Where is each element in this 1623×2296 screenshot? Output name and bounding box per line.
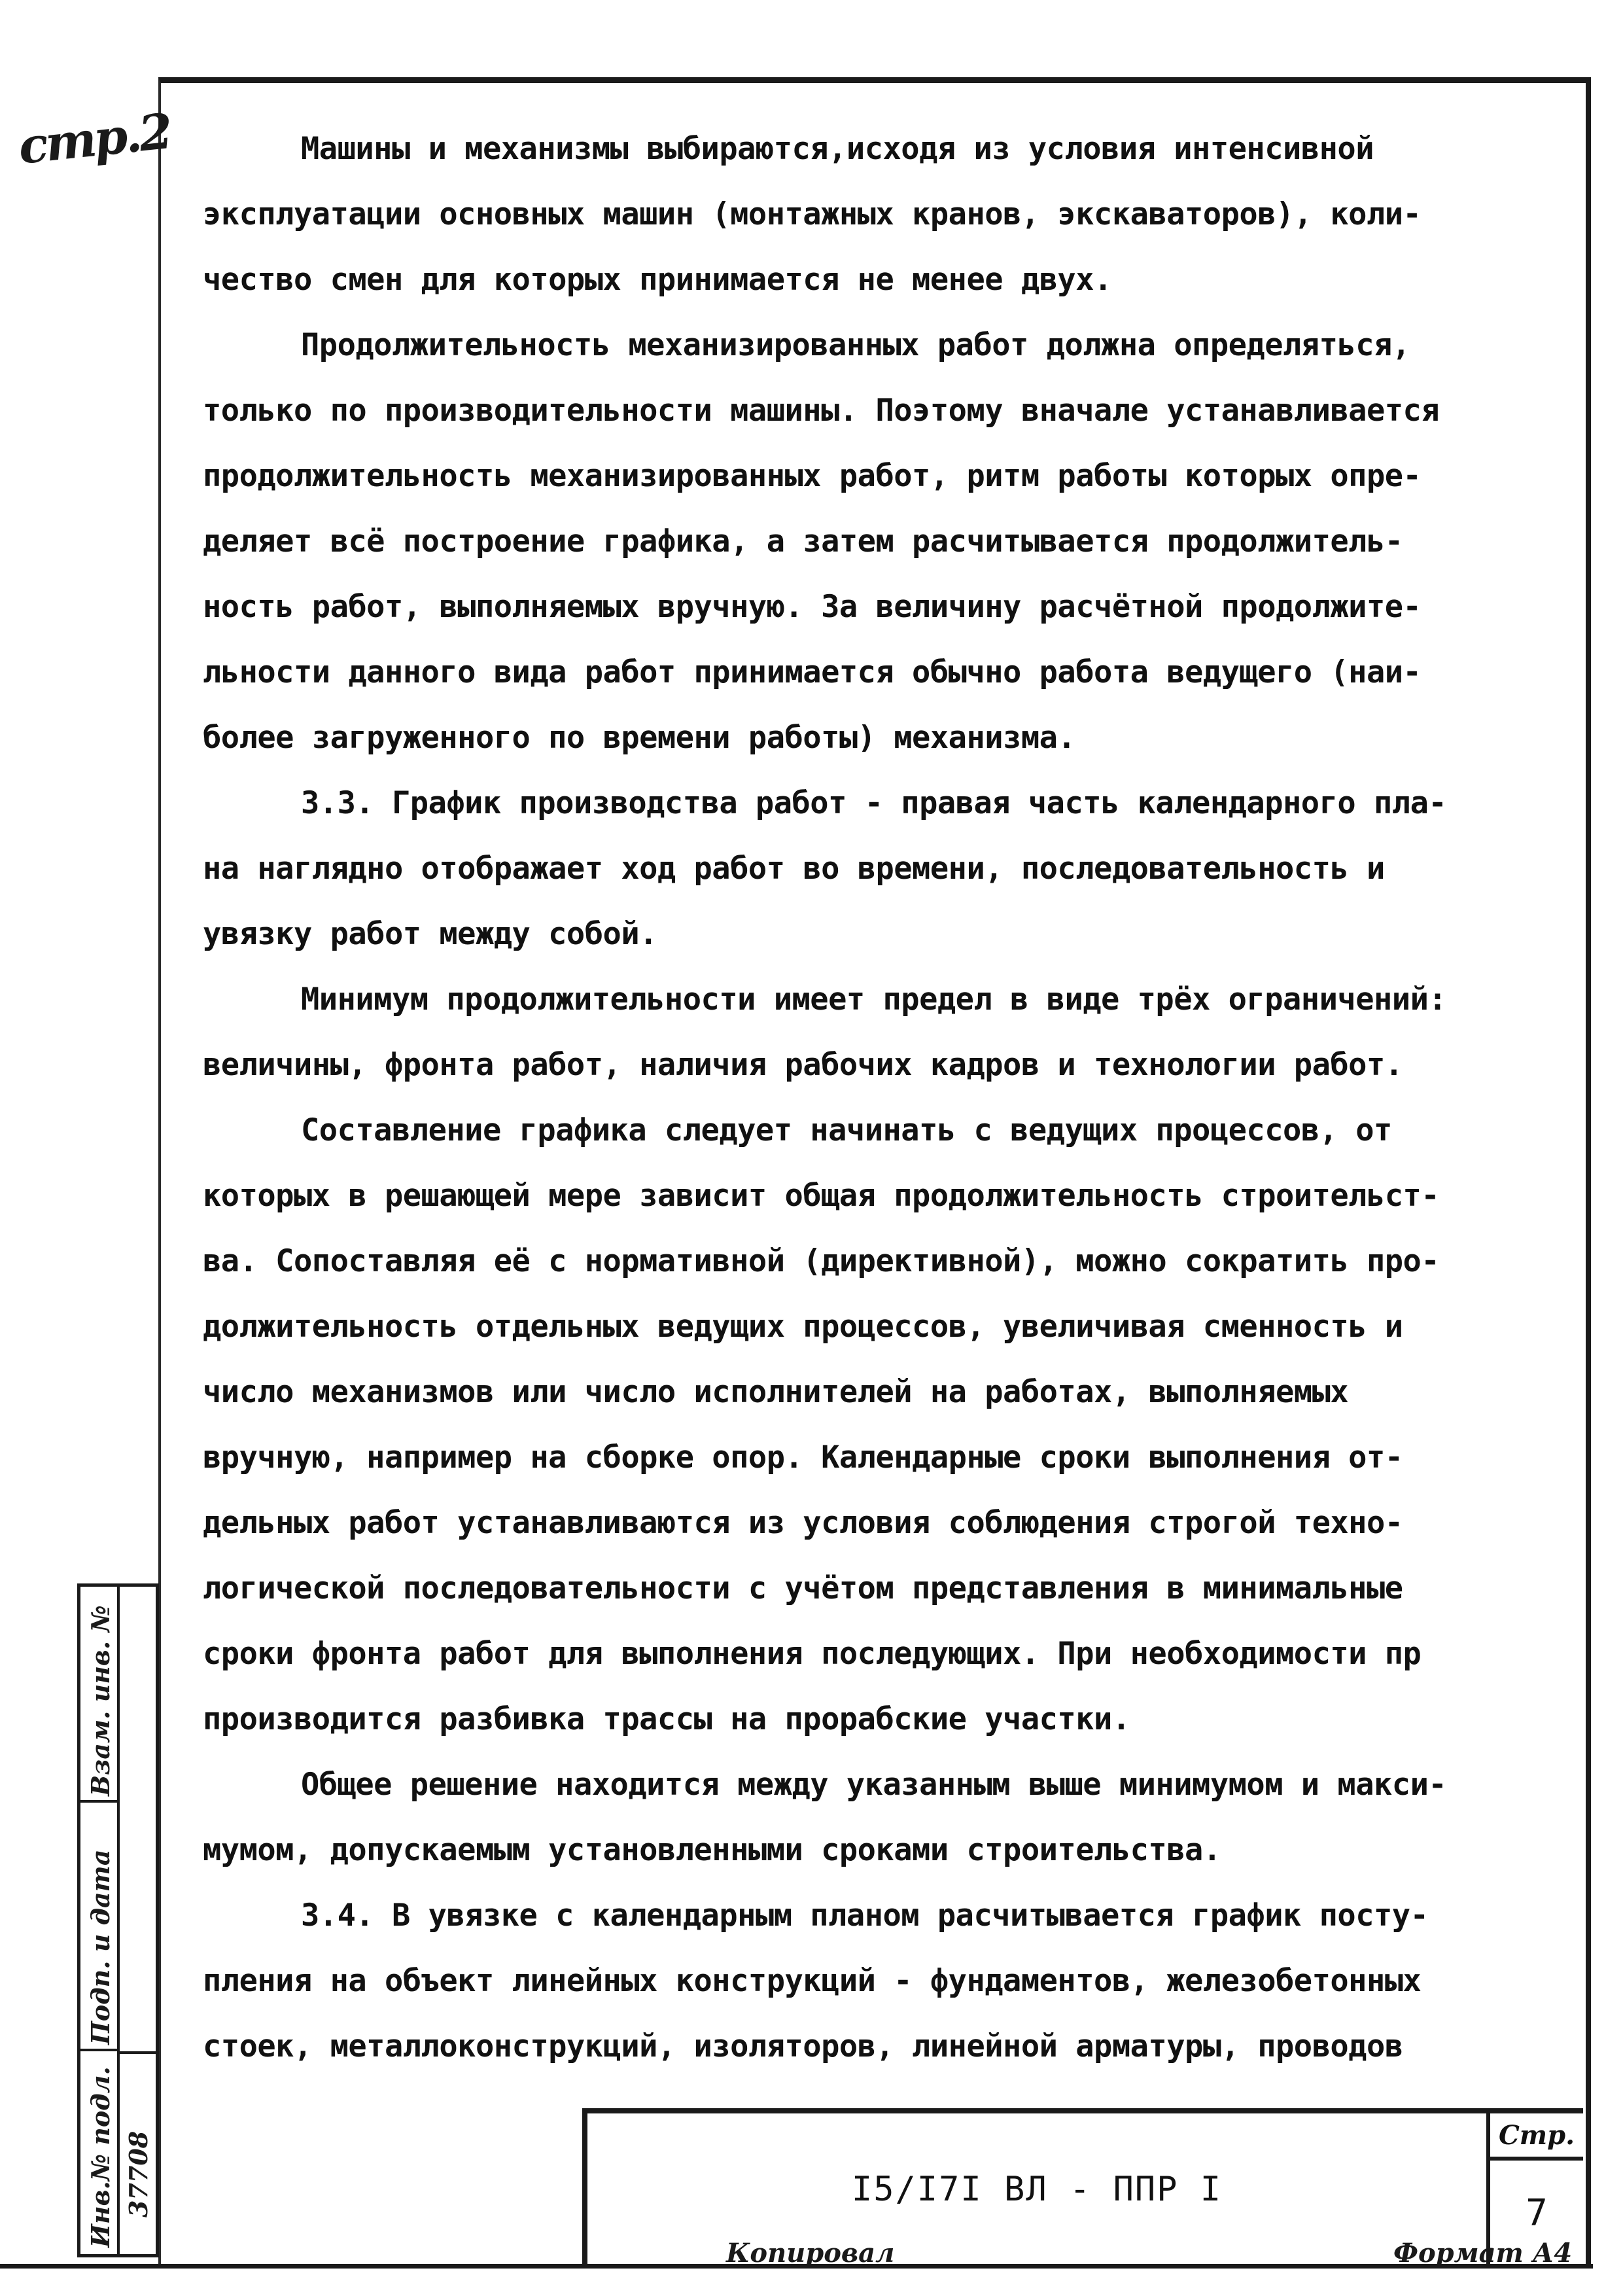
text-line: которых в решающей мере зависит общая продолжительность строительст-	[203, 1178, 1440, 1214]
side-stamp-text: Инв.№ подл.	[86, 2066, 115, 2248]
text-line: стоек, металлоконструкций, изоляторов, линейной арматуры, проводов	[203, 2028, 1403, 2064]
text-line: увязку работ между собой.	[203, 916, 657, 952]
side-stamp-text: Взам. инв. №	[86, 1605, 115, 1796]
side-stamp-column-1	[80, 1587, 120, 2254]
text-line: Машины и механизмы выбираются,исходя из условия интенсивной	[301, 131, 1374, 167]
text-line: чество смен для которых принимается не менее двух.	[203, 262, 1112, 298]
paragraph	[203, 313, 1570, 771]
side-stamp-cell	[80, 2051, 117, 2254]
paragraph	[203, 1883, 1570, 2079]
text-line: дельных работ устанавливаются из условия соблюдения строгой техно-	[203, 1505, 1403, 1541]
text-line: вручную, например на сборке опор. Календарные сроки выполнения от-	[203, 1439, 1403, 1475]
paragraph	[203, 116, 1570, 313]
paragraph	[203, 967, 1570, 1098]
text-line: логической последовательности с учётом представления в минимальные	[203, 1570, 1403, 1606]
text-line: ва. Сопоставляя её с нормативной (директивной), можно сократить про-	[203, 1243, 1440, 1279]
text-line: льности данного вида работ принимается обычно работа ведущего (наи-	[203, 654, 1422, 690]
paragraph	[203, 1752, 1570, 1883]
text-line: величины, фронта работ, наличия рабочих кадров и технологии работ.	[203, 1047, 1403, 1083]
text-line: Продолжительность механизированных работ должна определяться,	[301, 327, 1410, 363]
side-stamp-column-2	[120, 1587, 156, 2254]
text-line: более загруженного по времени работы) механизма.	[203, 720, 1076, 756]
text-line: на наглядно отображает ход работ во времени, последовательность и	[203, 851, 1385, 887]
text-line: пления на объект линейных конструкций - фундаментов, железобетонных	[203, 1963, 1422, 1999]
sheet-number: 7	[1526, 2191, 1548, 2234]
paragraph	[203, 1098, 1570, 1752]
text-line: Общее решение находится между указанным выше минимумом и макси-	[301, 1767, 1447, 1803]
side-stamp-cell	[80, 1587, 117, 1803]
text-line: продолжительность механизированных работ, ритм работы которых опре-	[203, 458, 1422, 494]
inventory-number: 37708	[124, 2130, 153, 2217]
text-line: 3.3. График производства работ - правая часть календарного пла-	[301, 785, 1447, 821]
margin-handwritten-mark: стр.2	[16, 103, 173, 175]
text-line: Минимум продолжительности имеет предел в виде трёх ограничений:	[301, 981, 1447, 1017]
text-line: производится разбивка трассы на прорабские участки.	[203, 1701, 1130, 1737]
text-line: только по производительности машины. Поэтому вначале устанавливается	[203, 393, 1440, 429]
document-body	[203, 116, 1570, 2079]
side-stamp-text: Подп. и дата	[86, 1849, 115, 2045]
document-code: I5/I7I ВЛ - ППР I	[587, 2113, 1490, 2265]
text-line: число механизмов или число исполнителей на работах, выполняемых	[203, 1374, 1349, 1410]
text-line: деляет всё построение графика, а затем расчитывается продолжитель-	[203, 523, 1403, 559]
side-stamp-cell	[120, 2051, 156, 2254]
sheet-label: Стр.	[1490, 2113, 1583, 2161]
footer-copied-label: Копировал	[726, 2238, 895, 2269]
paragraph	[203, 771, 1570, 967]
text-line: ность работ, выполняемых вручную. За величину расчётной продолжите-	[203, 589, 1422, 625]
text-line: 3.4. В увязке с календарным планом расчитывается график посту-	[301, 1898, 1429, 1934]
text-line: эксплуатации основных машин (монтажных кранов, экскаваторов), коли-	[203, 196, 1422, 232]
text-line: мумом, допускаемым установленными сроками строительства.	[203, 1832, 1221, 1868]
footer-format-label: Формат А4	[1393, 2238, 1573, 2269]
text-line: сроки фронта работ для выполнения последующих. При необходимости пр	[203, 1636, 1422, 1672]
text-line: Составление графика следует начинать с ведущих процессов, от	[301, 1112, 1392, 1148]
side-stamp-block	[77, 1583, 159, 2257]
side-stamp-cell	[80, 1803, 117, 2051]
text-line: должительность отдельных ведущих процессов, увеличивая сменность и	[203, 1309, 1403, 1345]
